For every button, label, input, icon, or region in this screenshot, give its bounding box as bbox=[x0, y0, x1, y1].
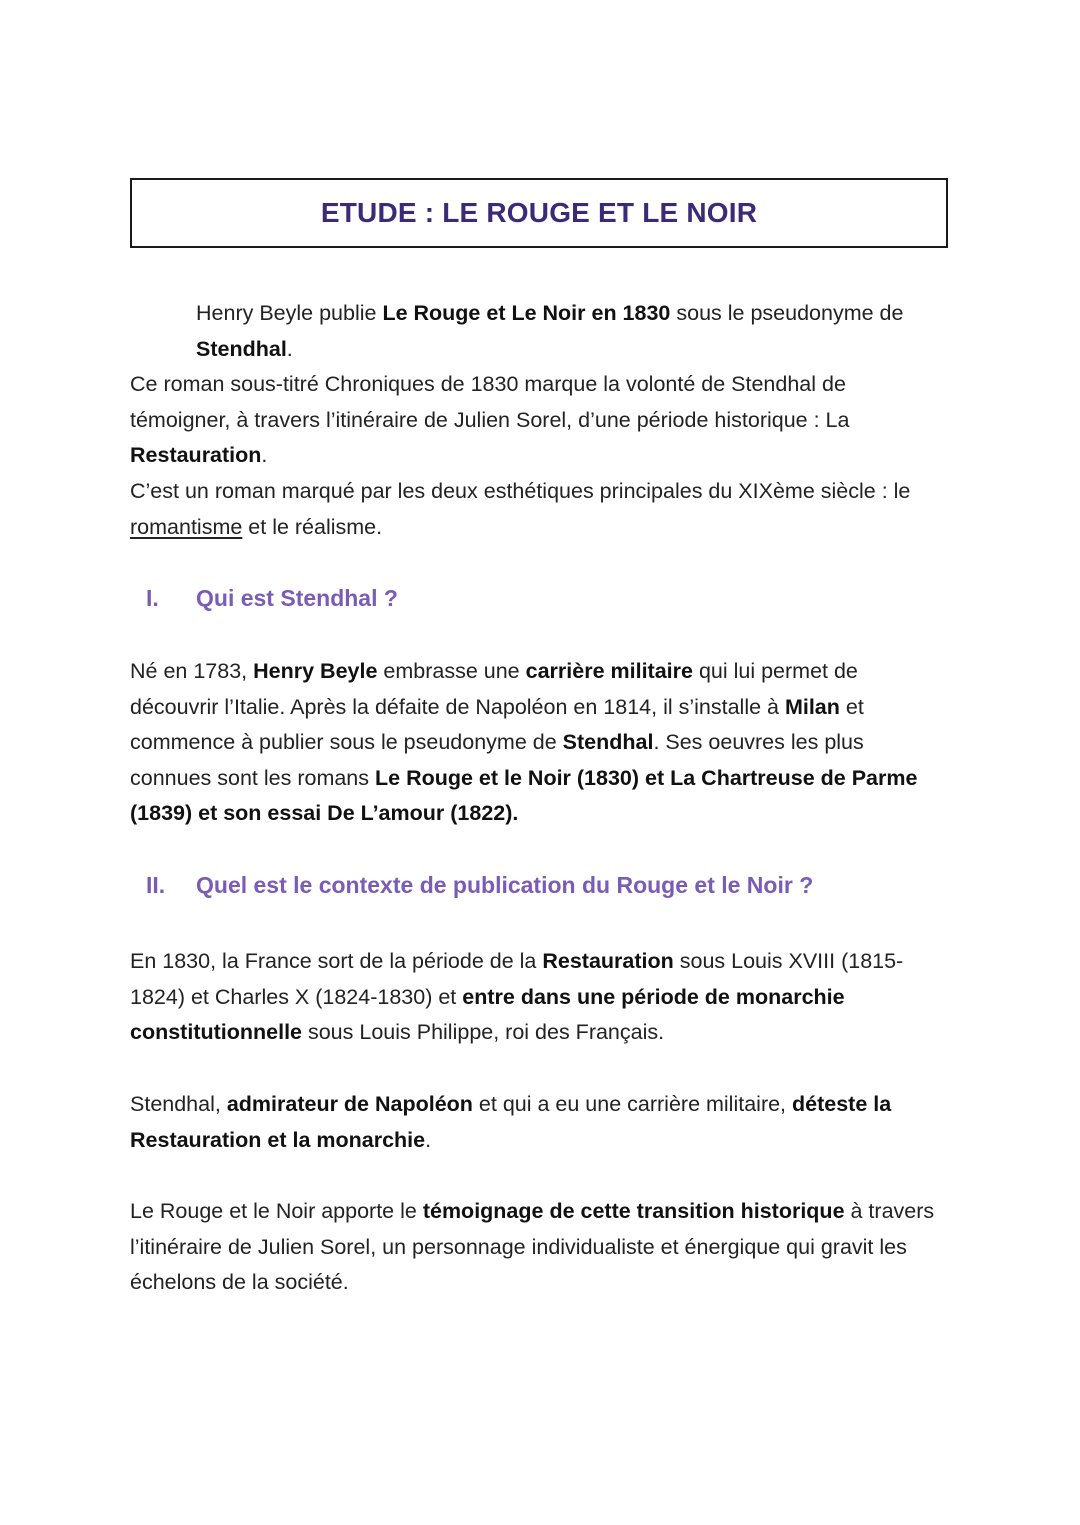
intro-underlined: romantisme bbox=[130, 514, 243, 539]
section-2-bold: témoignage de cette transition historique bbox=[422, 1199, 845, 1223]
intro-text: sous le pseudonyme de bbox=[670, 301, 904, 325]
section-2-text: . bbox=[425, 1127, 432, 1152]
section-2-body-c bbox=[130, 1194, 950, 1301]
section-1-text: Né en 1783, bbox=[130, 659, 254, 683]
section-2-text: sous Louis Philippe, roi des Français. bbox=[302, 1020, 665, 1045]
intro-block bbox=[130, 296, 950, 545]
intro-text: . bbox=[286, 336, 293, 361]
section-2-heading bbox=[130, 872, 813, 899]
intro-text: . bbox=[261, 443, 268, 468]
section-2-bold: entre dans une période de monarchie constitutionnelle bbox=[130, 984, 845, 1045]
page-title: ETUDE : LE ROUGE ET LE NOIR bbox=[320, 197, 758, 228]
section-2-text: sous Louis XVIII (1815-1824) et Charles X (1824-1830) et bbox=[130, 949, 904, 1009]
intro-bold: Le Rouge et Le Noir en 1830 bbox=[382, 301, 671, 325]
title-box bbox=[130, 178, 948, 248]
section-1-body bbox=[130, 654, 950, 832]
section-1-bold: carrière militaire bbox=[525, 659, 693, 683]
section-1-text: et commence à publier sous le pseudonyme de bbox=[130, 694, 864, 755]
section-2-body-a bbox=[130, 944, 950, 1051]
section-1-text: qui lui permet de découvrir l’Italie. Après la défaite de Napoléon en 1814, il s’installe à bbox=[130, 659, 858, 719]
intro-paragraph-3 bbox=[130, 474, 950, 545]
section-2-body-b bbox=[130, 1087, 950, 1158]
section-1-number: I. bbox=[146, 585, 159, 611]
section-2-text: et qui a eu une carrière militaire, bbox=[472, 1092, 793, 1116]
section-2-bold: admirateur de Napoléon bbox=[226, 1092, 473, 1116]
intro-paragraph-1 bbox=[130, 296, 950, 367]
intro-text: C’est un roman marqué par les deux esthétiques principales du XIXème siècle : le bbox=[130, 478, 911, 503]
intro-text: Ce roman sous-titré Chroniques de 1830 marque la volonté de Stendhal de témoigner, à travers l’itinéraire de Julien Sorel, d’une période historique : La bbox=[130, 372, 850, 432]
section-2-number: II. bbox=[146, 872, 166, 898]
section-2-text: à travers l’itinéraire de Julien Sorel, un personnage individualiste et énergique qui gravit les échelons de la société. bbox=[130, 1199, 935, 1295]
intro-bold: Stendhal bbox=[196, 336, 287, 361]
section-2-text: Stendhal, bbox=[130, 1092, 227, 1116]
intro-bold: Restauration bbox=[130, 443, 262, 468]
section-2-bold: Restauration bbox=[542, 949, 674, 973]
intro-paragraph-2 bbox=[130, 367, 950, 474]
section-2-paragraph-3 bbox=[130, 1194, 950, 1301]
section-1-bold: Stendhal bbox=[562, 730, 654, 755]
section-1-bold: Le Rouge et le Noir (1830) et La Chartreuse de Parme (1839) et son essai De L’amour (1822). bbox=[130, 765, 918, 826]
intro-text: Henry Beyle publie bbox=[196, 301, 383, 325]
section-2-title: Quel est le contexte de publication du Rouge et le Noir ? bbox=[196, 872, 814, 898]
section-1-text: . Ses oeuvres les plus connues sont les romans bbox=[130, 730, 864, 790]
section-2-paragraph-1 bbox=[130, 944, 950, 1051]
section-1-heading bbox=[130, 585, 398, 612]
section-2-paragraph-2 bbox=[130, 1087, 950, 1158]
section-2-text: En 1830, la France sort de la période de la bbox=[130, 949, 543, 973]
section-1-bold: Henry Beyle bbox=[253, 659, 378, 683]
section-1-title: Qui est Stendhal ? bbox=[196, 585, 398, 611]
intro-text: et le réalisme. bbox=[242, 514, 383, 539]
section-1-bold: Milan bbox=[784, 694, 840, 719]
section-1-text: embrasse une bbox=[377, 659, 526, 683]
section-2-bold: déteste la Restauration et la monarchie bbox=[130, 1092, 892, 1152]
section-2-text: Le Rouge et le Noir apporte le bbox=[130, 1199, 423, 1223]
section-1-paragraph bbox=[130, 654, 950, 832]
